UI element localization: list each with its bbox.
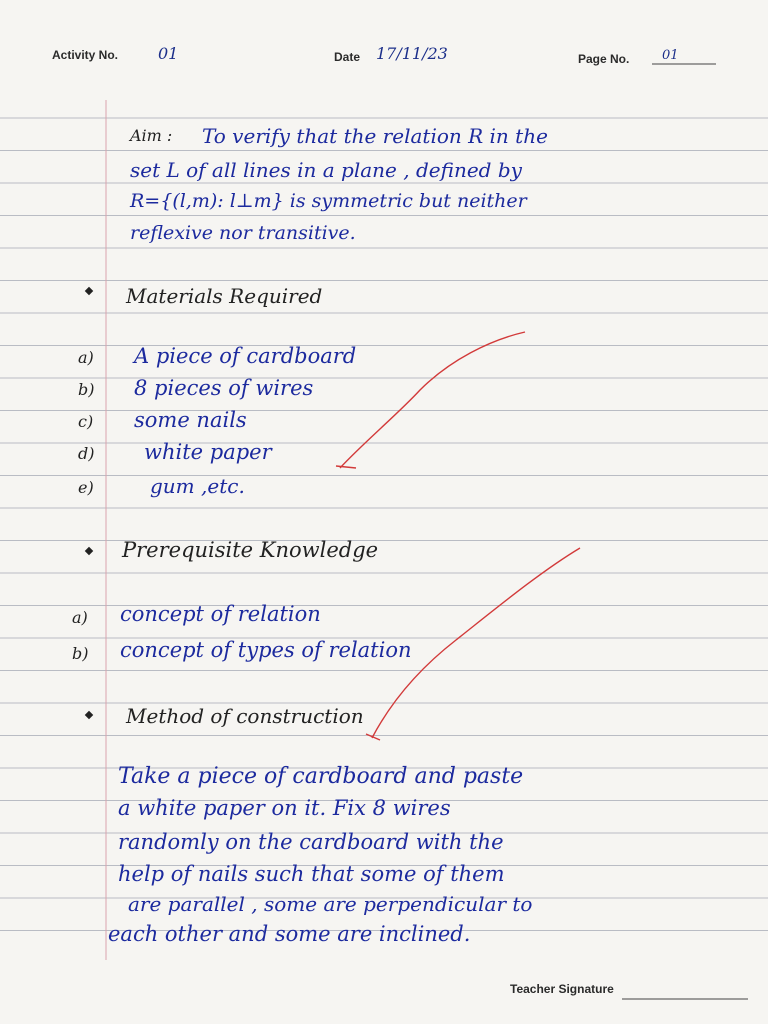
materials-item-a: A piece of cardboard bbox=[134, 344, 357, 368]
materials-marker-e: e) bbox=[78, 478, 94, 497]
prerequisite-item-b: concept of types of relation bbox=[120, 638, 412, 662]
materials-item-b: 8 pieces of wires bbox=[134, 376, 314, 400]
date-value: 17/11/23 bbox=[376, 44, 448, 63]
aim-label: Aim : bbox=[130, 126, 173, 145]
method-line-4: help of nails such that some of them bbox=[118, 862, 505, 886]
materials-marker-d: d) bbox=[78, 444, 95, 463]
aim-line-1: To verify that the relation R in the bbox=[202, 124, 548, 148]
prerequisite-heading: Prerequisite Knowledge bbox=[122, 538, 379, 562]
prerequisite-marker-b: b) bbox=[72, 644, 89, 663]
tick-mark-materials bbox=[336, 332, 525, 468]
materials-heading: Materials Required bbox=[126, 284, 323, 308]
page-header bbox=[0, 44, 768, 74]
materials-marker-c: c) bbox=[78, 412, 94, 431]
teacher-signature-label: Teacher Signature bbox=[510, 982, 614, 996]
materials-marker-a: a) bbox=[78, 348, 94, 367]
method-line-5: are parallel , some are perpendicular to bbox=[128, 892, 533, 916]
materials-item-c: some nails bbox=[134, 408, 247, 432]
method-line-2: a white paper on it. Fix 8 wires bbox=[118, 796, 451, 820]
aim-line-2: set L of all lines in a plane , defined by bbox=[130, 158, 522, 182]
activity-number: 01 bbox=[158, 44, 179, 63]
prerequisite-item-a: concept of relation bbox=[120, 602, 321, 626]
method-line-6: each other and some are inclined. bbox=[108, 922, 471, 946]
method-line-1: Take a piece of cardboard and paste bbox=[118, 764, 524, 789]
method-line-3: randomly on the cardboard with the bbox=[118, 830, 504, 854]
method-heading: Method of construction bbox=[126, 704, 364, 728]
date-label: Date bbox=[334, 50, 361, 64]
aim-line-3: R={(l,m): l⊥m} is symmetric but neither bbox=[130, 190, 527, 212]
page-label: Page No. bbox=[578, 52, 630, 66]
page-number: 01 bbox=[662, 48, 679, 63]
prerequisite-marker-a: a) bbox=[72, 608, 88, 627]
aim-line-4: reflexive nor transitive. bbox=[130, 222, 356, 244]
activity-label: Activity No. bbox=[52, 48, 119, 62]
materials-item-e: gum ,etc. bbox=[150, 474, 245, 498]
materials-marker-b: b) bbox=[78, 380, 95, 399]
materials-item-d: white paper bbox=[144, 440, 272, 464]
